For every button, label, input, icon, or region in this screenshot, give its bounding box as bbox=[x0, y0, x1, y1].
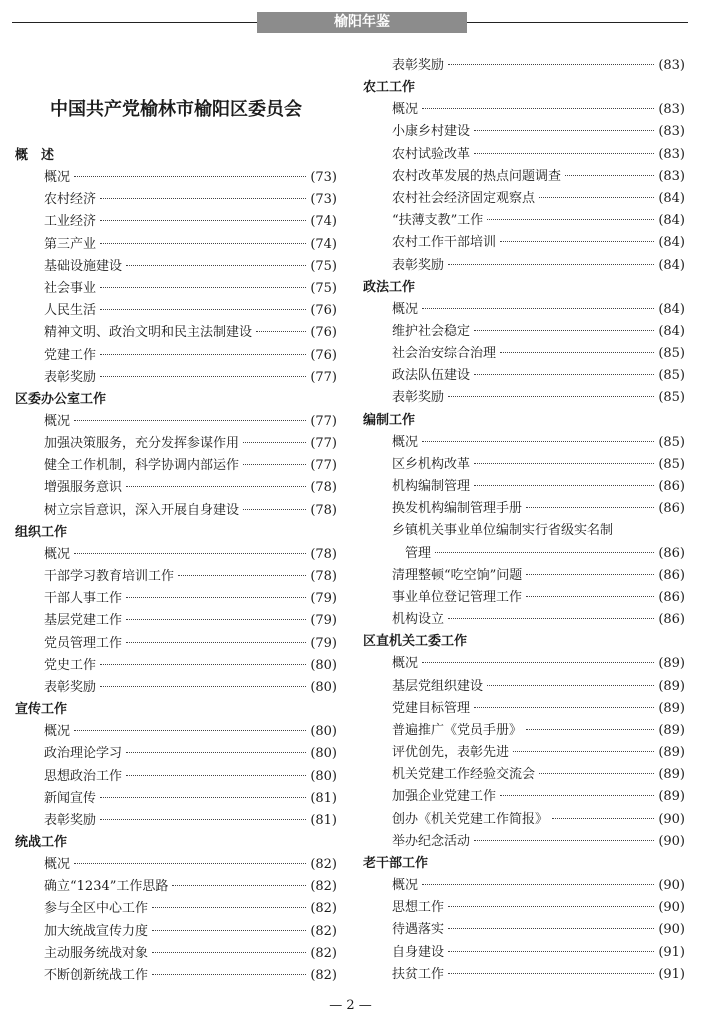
dot-leader bbox=[100, 354, 306, 355]
toc-page-number: (85) bbox=[658, 368, 685, 384]
toc-entry-text: 人民生活 bbox=[44, 303, 97, 319]
dot-leader bbox=[100, 220, 306, 221]
toc-entry-text: 农村工作干部培训 bbox=[392, 235, 497, 251]
toc-page-number: (81) bbox=[310, 790, 337, 806]
toc-entry-text: 概况 bbox=[392, 878, 419, 893]
toc-entry bbox=[15, 588, 337, 610]
toc-entry bbox=[15, 189, 337, 211]
toc-page-number: (76) bbox=[310, 303, 337, 319]
toc-page-number: (84) bbox=[658, 301, 685, 317]
toc-entry-text: 清理整顿“吃空饷”问题 bbox=[392, 567, 523, 583]
toc-page-number: (79) bbox=[310, 613, 337, 629]
dot-leader bbox=[126, 642, 306, 643]
toc-entry-text: 基层党建工作 bbox=[44, 613, 123, 629]
toc-entry-text: 表彰奖励 bbox=[392, 257, 445, 273]
section-title: 区直机关工委工作 bbox=[363, 634, 468, 650]
dot-leader bbox=[474, 153, 654, 154]
toc-page-number: (84) bbox=[658, 235, 685, 251]
dot-leader bbox=[126, 752, 306, 753]
toc-page-number: (86) bbox=[658, 479, 685, 494]
dot-leader bbox=[422, 884, 654, 885]
dot-leader bbox=[126, 486, 306, 487]
toc-page-number: (83) bbox=[658, 124, 685, 140]
toc-entry-text: 主动服务统战对象 bbox=[44, 945, 149, 961]
toc-entry bbox=[15, 898, 337, 920]
toc-entry-text: 机构设立 bbox=[392, 612, 445, 628]
toc-entry bbox=[363, 609, 685, 631]
dot-leader bbox=[448, 618, 654, 619]
toc-entry-text: 概况 bbox=[392, 656, 419, 672]
toc-entry-text: 树立宗旨意识，深入开展自身建设 bbox=[44, 502, 240, 518]
toc-entry bbox=[15, 965, 337, 987]
toc-entry bbox=[363, 764, 685, 786]
toc-entry bbox=[15, 167, 337, 189]
toc-page-number: (85) bbox=[658, 456, 685, 472]
toc-entry bbox=[15, 433, 337, 455]
toc-entry bbox=[15, 677, 337, 699]
section-title: 老干部工作 bbox=[363, 856, 429, 871]
toc-entry bbox=[15, 766, 337, 788]
dot-leader bbox=[172, 885, 306, 886]
toc-entry bbox=[363, 343, 685, 365]
dot-leader bbox=[100, 243, 306, 244]
toc-entry-text: 党史工作 bbox=[44, 657, 97, 673]
toc-entry bbox=[363, 786, 685, 808]
toc-entry-text: 概况 bbox=[392, 102, 419, 118]
toc-page-number: (75) bbox=[310, 258, 337, 274]
toc-entry-text: 干部人事工作 bbox=[44, 591, 123, 607]
toc-entry-text: 政法队伍建设 bbox=[392, 368, 471, 384]
toc-page-number: (83) bbox=[658, 168, 685, 184]
dot-leader bbox=[126, 265, 306, 266]
toc-entry-text: 小康乡村建设 bbox=[392, 124, 471, 140]
toc-entry-text: 政治理论学习 bbox=[44, 746, 123, 762]
toc-entry-text: 事业单位登记管理工作 bbox=[392, 589, 523, 605]
dot-leader bbox=[487, 219, 654, 220]
toc-page-number: (86) bbox=[658, 567, 685, 583]
toc-entry bbox=[363, 875, 685, 897]
toc-page-number: (86) bbox=[658, 612, 685, 628]
toc-entry-text: 思想政治工作 bbox=[44, 768, 123, 784]
toc-page-number: (89) bbox=[658, 745, 685, 761]
toc-page-number: (83) bbox=[658, 146, 685, 162]
toc-entry-text: 不断创新统战工作 bbox=[44, 968, 149, 983]
dot-leader bbox=[126, 775, 306, 776]
toc-entry bbox=[15, 345, 337, 367]
toc-entry bbox=[15, 921, 337, 943]
toc-page-number: (82) bbox=[310, 945, 337, 961]
dot-leader bbox=[243, 509, 306, 510]
toc-page-number: (83) bbox=[658, 102, 685, 118]
toc-entry-text: 概况 bbox=[44, 413, 71, 429]
dot-leader bbox=[243, 464, 306, 465]
section-title: 区委办公室工作 bbox=[15, 391, 107, 407]
dot-leader bbox=[565, 175, 654, 176]
toc-entry bbox=[363, 809, 685, 831]
toc-entry bbox=[363, 897, 685, 919]
toc-entry-text: 乡镇机关事业单位编制实行省级实名制 bbox=[392, 523, 614, 539]
toc-entry bbox=[15, 810, 337, 832]
dot-leader bbox=[474, 330, 654, 331]
toc-page-number: (85) bbox=[658, 346, 685, 362]
dot-leader bbox=[100, 686, 306, 687]
toc-page-number: (82) bbox=[310, 923, 337, 939]
dot-leader bbox=[152, 952, 306, 953]
toc-page-number: (91) bbox=[658, 944, 685, 960]
toc-entry bbox=[363, 299, 685, 321]
toc-entry bbox=[363, 587, 685, 609]
toc-entry bbox=[15, 610, 337, 632]
toc-page-number: (84) bbox=[658, 213, 685, 229]
dot-leader bbox=[474, 130, 654, 131]
dot-leader bbox=[100, 376, 306, 377]
toc-entry-text: 农村改革发展的热点问题调查 bbox=[392, 168, 562, 184]
toc-entry bbox=[363, 55, 685, 77]
toc-page-number: (80) bbox=[310, 657, 337, 673]
toc-entry-text: 表彰奖励 bbox=[44, 369, 97, 385]
toc-page-number: (78) bbox=[310, 480, 337, 496]
toc-page-number: (89) bbox=[658, 767, 685, 783]
toc-entry bbox=[363, 432, 685, 454]
toc-entry-text: 普遍推广《党员手册》 bbox=[392, 722, 523, 738]
toc-page-number: (74) bbox=[310, 236, 337, 252]
dot-leader bbox=[74, 553, 306, 554]
toc-entry-text: 加大统战宣传力度 bbox=[44, 923, 149, 939]
toc-entry bbox=[363, 144, 685, 166]
toc-entry bbox=[363, 964, 685, 986]
toc-entry bbox=[363, 321, 685, 343]
toc-page-number: (82) bbox=[310, 857, 337, 873]
toc-entry bbox=[15, 211, 337, 233]
toc-entry-text: 表彰奖励 bbox=[392, 390, 445, 406]
toc-entry-text: 农村试验改革 bbox=[392, 146, 471, 162]
toc-entry bbox=[363, 166, 685, 188]
toc-entry-text: 工业经济 bbox=[44, 214, 97, 230]
toc-page-number: (84) bbox=[658, 323, 685, 339]
toc-entry-text: 概况 bbox=[392, 434, 419, 450]
toc-page-number: (77) bbox=[310, 413, 337, 429]
toc-entry bbox=[363, 188, 685, 210]
toc-page-number: (86) bbox=[658, 589, 685, 605]
toc-entry-text: 概况 bbox=[44, 170, 71, 185]
toc-page-number: (90) bbox=[658, 878, 685, 893]
toc-page-number: (82) bbox=[310, 879, 337, 895]
toc-page-number: (86) bbox=[658, 501, 685, 517]
dot-leader bbox=[474, 485, 654, 486]
dot-leader bbox=[435, 552, 654, 553]
dot-leader bbox=[513, 751, 654, 752]
toc-entry bbox=[15, 367, 337, 389]
dot-leader bbox=[422, 441, 654, 442]
dot-leader bbox=[474, 463, 654, 464]
toc-entry bbox=[15, 876, 337, 898]
toc-entry-text: 思想工作 bbox=[392, 900, 445, 916]
dot-leader bbox=[422, 308, 654, 309]
toc-page-number: (90) bbox=[658, 922, 685, 938]
toc-page-number: (76) bbox=[310, 347, 337, 363]
toc-entry-text: 加强决策服务，充分发挥参谋作用 bbox=[44, 436, 240, 452]
dot-leader bbox=[526, 596, 654, 597]
dot-leader bbox=[526, 507, 654, 508]
dot-leader bbox=[126, 597, 306, 598]
toc-entry bbox=[363, 565, 685, 587]
toc-page-number: (89) bbox=[658, 722, 685, 738]
section-title: 农工工作 bbox=[363, 80, 416, 96]
toc-page-number: (80) bbox=[310, 746, 337, 762]
toc-page-number: (80) bbox=[310, 679, 337, 695]
toc-entry bbox=[363, 653, 685, 675]
toc-entry bbox=[363, 255, 685, 277]
toc-entry-text: 第三产业 bbox=[44, 236, 97, 252]
dot-leader bbox=[422, 108, 654, 109]
toc-entry bbox=[15, 788, 337, 810]
toc-entry-text: 表彰奖励 bbox=[44, 812, 97, 828]
toc-entry-text: 扶贫工作 bbox=[392, 966, 445, 982]
toc-entry-text: 概况 bbox=[392, 301, 419, 317]
dot-leader bbox=[100, 664, 306, 665]
toc-page-number: (80) bbox=[310, 724, 337, 740]
dot-leader bbox=[74, 420, 306, 421]
toc-page-number: (78) bbox=[310, 569, 337, 584]
section-title: 编制工作 bbox=[363, 412, 416, 428]
dot-leader bbox=[448, 928, 654, 929]
toc-entry bbox=[15, 411, 337, 433]
toc-entry bbox=[15, 633, 337, 655]
toc-entry-text: 党建工作 bbox=[44, 347, 97, 363]
toc-page-number: (84) bbox=[658, 257, 685, 273]
toc-entry bbox=[15, 566, 337, 588]
toc-page-number: (73) bbox=[310, 192, 337, 208]
toc-entry-text: 社会治安综合治理 bbox=[392, 346, 497, 362]
toc-page-number: (89) bbox=[658, 789, 685, 805]
running-header bbox=[12, 12, 688, 34]
toc-entry-text: 农村社会经济固定观察点 bbox=[392, 190, 536, 206]
section-title: 政法工作 bbox=[363, 279, 416, 295]
toc-entry-text: 自身建设 bbox=[392, 944, 445, 960]
toc-page-number: (91) bbox=[658, 966, 685, 982]
dot-leader bbox=[74, 176, 306, 177]
toc-page-number: (89) bbox=[658, 656, 685, 672]
toc-entry-text: 概况 bbox=[44, 724, 71, 740]
dot-leader bbox=[474, 840, 654, 841]
toc-entry-text: 健全工作机制，科学协调内部运作 bbox=[44, 458, 240, 474]
dot-leader bbox=[152, 974, 306, 975]
dot-leader bbox=[448, 906, 654, 907]
toc-page-number: (79) bbox=[310, 591, 337, 607]
toc-entry bbox=[363, 919, 685, 941]
toc-page-number: (73) bbox=[310, 170, 337, 185]
toc-entry bbox=[363, 121, 685, 143]
section-title: 统战工作 bbox=[15, 835, 68, 851]
dot-leader bbox=[100, 797, 306, 798]
toc-entry bbox=[15, 455, 337, 477]
toc-entry-text: 管理 bbox=[405, 545, 432, 561]
toc-entry-text: 新闻宣传 bbox=[44, 790, 97, 806]
dot-leader bbox=[448, 64, 654, 65]
toc-page-number: (81) bbox=[310, 812, 337, 828]
toc-entry-text: 党建目标管理 bbox=[392, 700, 471, 716]
toc-page-number: (90) bbox=[658, 833, 685, 849]
toc-entry-text: 举办纪念活动 bbox=[392, 833, 471, 849]
toc-entry bbox=[15, 477, 337, 499]
toc-entry bbox=[15, 234, 337, 256]
toc-entry bbox=[363, 676, 685, 698]
toc-entry-text: 党员管理工作 bbox=[44, 635, 123, 651]
toc-page-number: (77) bbox=[310, 458, 337, 474]
toc-page-number: (82) bbox=[310, 901, 337, 917]
toc-entry-text: 区乡机构改革 bbox=[392, 456, 471, 472]
toc-page-number: (85) bbox=[658, 390, 685, 406]
toc-entry bbox=[363, 543, 685, 565]
toc-page-number: (83) bbox=[658, 58, 685, 73]
toc-entry-text: 加强企业党建工作 bbox=[392, 789, 497, 805]
toc-entry bbox=[363, 476, 685, 498]
toc-page-number: (77) bbox=[310, 369, 337, 385]
toc-page-number: (84) bbox=[658, 190, 685, 206]
toc-entry bbox=[363, 454, 685, 476]
toc-entry bbox=[15, 743, 337, 765]
toc-entry-text: 精神文明、政治文明和民主法制建设 bbox=[44, 325, 253, 341]
dot-leader bbox=[500, 352, 654, 353]
toc-entry bbox=[363, 210, 685, 232]
dot-leader bbox=[100, 309, 306, 310]
toc-page-number: (77) bbox=[310, 436, 337, 452]
page-title: 中国共产党榆林市榆阳区委员会 bbox=[50, 99, 302, 120]
toc-entry-text: 参与全区中心工作 bbox=[44, 901, 149, 917]
toc-entry bbox=[15, 721, 337, 743]
dot-leader bbox=[539, 773, 654, 774]
toc-entry bbox=[363, 99, 685, 121]
dot-leader bbox=[74, 730, 306, 731]
toc-entry bbox=[15, 322, 337, 344]
toc-page-number: (90) bbox=[658, 900, 685, 916]
toc-entry-text: 创办《机关党建工作简报》 bbox=[392, 811, 549, 827]
toc-page-number: (79) bbox=[310, 635, 337, 651]
dot-leader bbox=[422, 662, 654, 663]
toc-entry-text: 机构编制管理 bbox=[392, 479, 471, 494]
section-title: 概 述 bbox=[15, 148, 55, 163]
toc-entry-text: 农村经济 bbox=[44, 192, 97, 208]
toc-page-number: (74) bbox=[310, 214, 337, 230]
toc-page-number: (82) bbox=[310, 968, 337, 983]
toc-entry-text: 增强服务意识 bbox=[44, 480, 123, 496]
toc-entry-text: 维护社会稳定 bbox=[392, 323, 471, 339]
toc-entry bbox=[363, 742, 685, 764]
toc-entry-text: 基层党组织建设 bbox=[392, 678, 484, 694]
toc-page-number: (86) bbox=[658, 545, 685, 561]
toc-page-number: (90) bbox=[658, 811, 685, 827]
toc-page-number: (85) bbox=[658, 434, 685, 450]
toc-entry bbox=[363, 698, 685, 720]
toc-page-number: (89) bbox=[658, 700, 685, 716]
toc-entry-text: 机关党建工作经验交流会 bbox=[392, 767, 536, 783]
dot-leader bbox=[448, 264, 654, 265]
dot-leader bbox=[243, 442, 306, 443]
toc-entry bbox=[15, 655, 337, 677]
dot-leader bbox=[526, 574, 654, 575]
toc-entry bbox=[363, 498, 685, 520]
dot-leader bbox=[539, 197, 654, 198]
toc-entry-text: 评优创先，表彰先进 bbox=[392, 745, 510, 761]
toc-entry-text: 表彰奖励 bbox=[392, 58, 445, 73]
toc-entry-text: 待遇落实 bbox=[392, 922, 445, 938]
toc-page-number: (78) bbox=[310, 546, 337, 562]
toc-entry-text: 换发机构编制管理手册 bbox=[392, 501, 523, 517]
toc-page-number: (89) bbox=[658, 678, 685, 694]
dot-leader bbox=[500, 241, 654, 242]
toc-entry bbox=[363, 365, 685, 387]
page-number: — 2 — bbox=[329, 998, 372, 1013]
toc-entry bbox=[363, 720, 685, 742]
toc-entry-text: 基础设施建设 bbox=[44, 258, 123, 274]
dot-leader bbox=[500, 795, 654, 796]
dot-leader bbox=[448, 396, 654, 397]
toc-page-number: (76) bbox=[310, 325, 337, 341]
dot-leader bbox=[474, 374, 654, 375]
dot-leader bbox=[474, 707, 654, 708]
dot-leader bbox=[74, 863, 306, 864]
left-toc bbox=[15, 145, 337, 987]
section-title: 宣传工作 bbox=[15, 702, 68, 718]
toc-entry bbox=[15, 278, 337, 300]
toc-entry bbox=[15, 256, 337, 278]
toc-entry bbox=[363, 942, 685, 964]
toc-entry bbox=[363, 387, 685, 409]
dot-leader bbox=[100, 287, 306, 288]
toc-entry-text: 社会事业 bbox=[44, 280, 97, 296]
dot-leader bbox=[100, 198, 306, 199]
toc-entry-text: 表彰奖励 bbox=[44, 679, 97, 695]
dot-leader bbox=[152, 930, 306, 931]
dot-leader bbox=[526, 729, 654, 730]
dot-leader bbox=[487, 685, 654, 686]
dot-leader bbox=[552, 818, 654, 819]
toc-entry bbox=[15, 300, 337, 322]
toc-entry-text: 确立“1234”工作思路 bbox=[44, 879, 169, 895]
toc-entry-text: 干部学习教育培训工作 bbox=[44, 569, 175, 584]
toc-entry bbox=[15, 500, 337, 522]
toc-entry-text: 概况 bbox=[44, 546, 71, 562]
section-title: 组织工作 bbox=[15, 524, 68, 540]
right-toc bbox=[363, 55, 685, 986]
dot-leader bbox=[152, 907, 306, 908]
dot-leader bbox=[100, 819, 306, 820]
dot-leader bbox=[178, 575, 306, 576]
toc-entry bbox=[15, 544, 337, 566]
toc-entry bbox=[363, 831, 685, 853]
dot-leader bbox=[126, 619, 306, 620]
dot-leader bbox=[256, 331, 306, 332]
toc-entry-text: “扶薄支教”工作 bbox=[392, 213, 484, 229]
dot-leader bbox=[448, 951, 654, 952]
header-title: 榆阳年鉴 bbox=[257, 12, 467, 33]
toc-entry bbox=[363, 232, 685, 254]
toc-entry bbox=[15, 943, 337, 965]
dot-leader bbox=[448, 973, 654, 974]
toc-entry-text: 概况 bbox=[44, 857, 71, 873]
toc-entry bbox=[15, 854, 337, 876]
toc-page-number: (78) bbox=[310, 502, 337, 518]
toc-page-number: (75) bbox=[310, 280, 337, 296]
toc-page-number: (80) bbox=[310, 768, 337, 784]
